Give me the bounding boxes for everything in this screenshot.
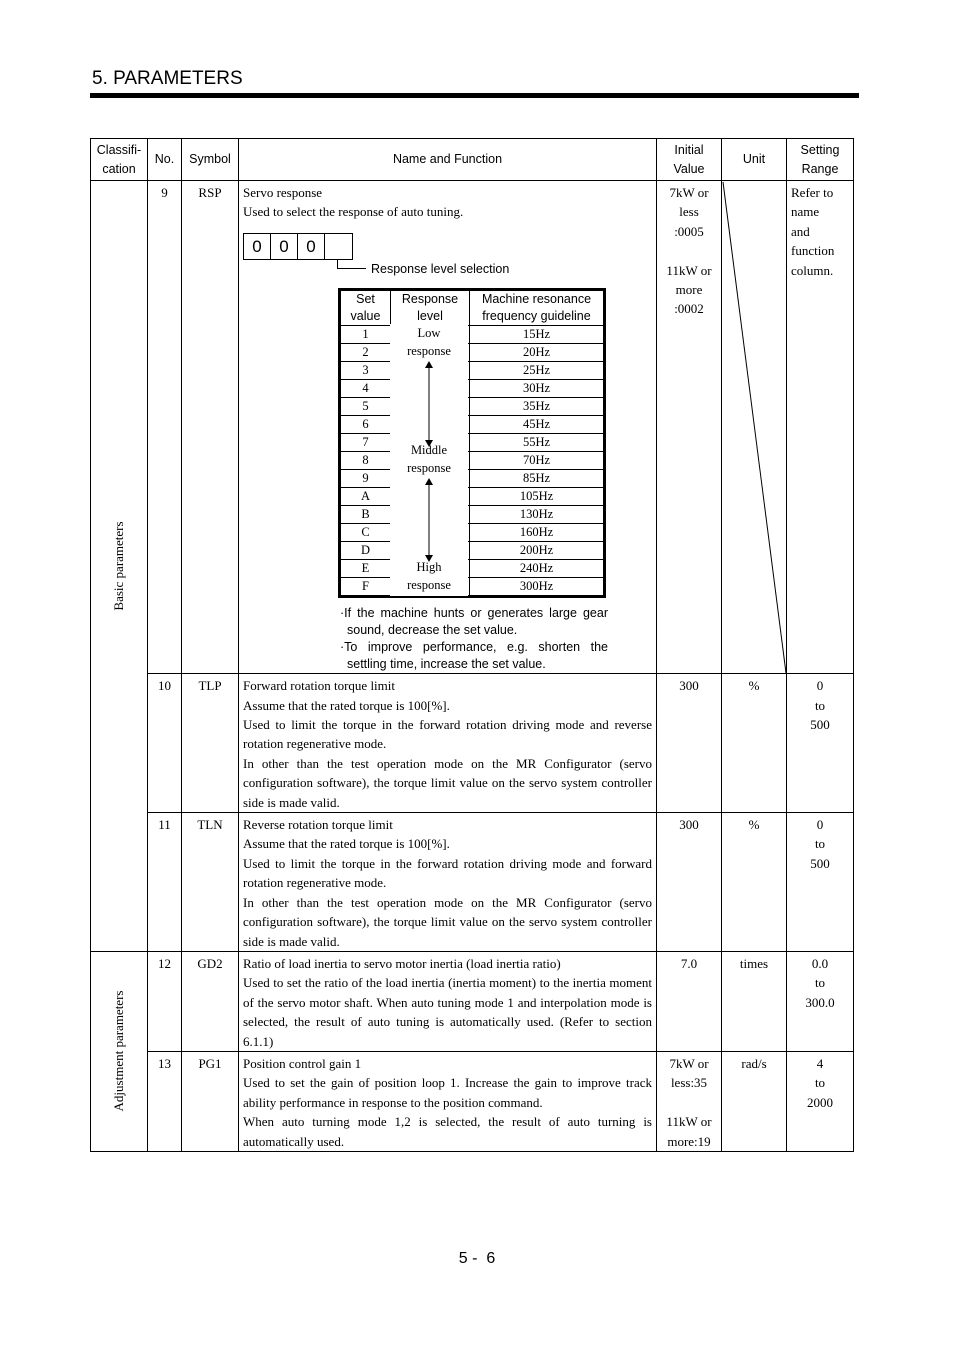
frequency-guideline: 35Hz (470, 397, 604, 415)
response-table-row (341, 343, 604, 361)
response-table-row (341, 415, 604, 433)
param-desc-line: When auto turning mode 1,2 is selected, the result of auto turning is automatically used. (243, 1114, 652, 1149)
response-table-row (341, 361, 604, 379)
digit-cell: 0 (298, 234, 325, 259)
set-value: 1 (341, 325, 391, 343)
setting-range: Refer to name and function column. (787, 181, 854, 674)
set-value: F (341, 577, 391, 595)
col-header-setting-range: Setting Range (787, 139, 854, 181)
param-desc-line: Used to select the response of auto tuning. (243, 204, 464, 220)
param-symbol: TLP (182, 674, 239, 813)
col-header-unit: Unit (722, 139, 787, 181)
param-symbol: PG1 (182, 1051, 239, 1151)
response-table-row (341, 487, 604, 505)
table-row-rsp (91, 181, 854, 674)
param-name: Forward rotation torque limit (243, 678, 396, 694)
digit-cell: 0 (244, 234, 271, 259)
set-value: 9 (341, 469, 391, 487)
arrow-low-middle (423, 361, 435, 447)
unit: % (722, 674, 787, 813)
selection-label: Response level selection (371, 261, 510, 276)
param-symbol: TLN (182, 813, 239, 952)
response-table-row (341, 379, 604, 397)
level-middle: Middle response (407, 442, 451, 475)
param-no: 13 (148, 1051, 182, 1151)
basic-parameters-label: Basic parameters (111, 521, 126, 611)
set-value: 7 (341, 433, 391, 451)
digit-box (243, 233, 353, 260)
param-function (239, 951, 657, 1051)
page-number: 5 - 6 (458, 1250, 496, 1267)
frequency-guideline: 85Hz (470, 469, 604, 487)
response-table-wrap (338, 288, 652, 673)
param-symbol: GD2 (182, 951, 239, 1051)
initial-value: 7kW or less :0005 11kW or more :0002 (657, 181, 722, 674)
param-name: Reverse rotation torque limit (243, 817, 393, 833)
param-name: Servo response (243, 185, 323, 200)
table-row-tln (91, 813, 854, 952)
response-table-row (341, 577, 604, 595)
param-desc-line: In other than the test operation mode on the MR Configurator (servo configuration software), the torque limit value on the servo system controller side is made valid. (243, 755, 652, 810)
frequency-guideline: 200Hz (470, 541, 604, 559)
param-desc-line: Used to limit the torque in the forward rotation driving mode and forward rotation regenerative mode. (243, 855, 652, 891)
sub-header-frequency: Machine resonance frequency guideline (470, 290, 604, 325)
set-value: 6 (341, 415, 391, 433)
frequency-guideline: 30Hz (470, 379, 604, 397)
setting-range: 0 to 500 (787, 674, 854, 813)
setting-range: 0.0 to 300.0 (787, 951, 854, 1051)
param-no: 11 (148, 813, 182, 952)
frequency-guideline: 300Hz (470, 577, 604, 595)
initial-value: 7.0 (657, 951, 722, 1051)
param-desc-line: Assume that the rated torque is 100[%]. (243, 697, 450, 713)
arrow-middle-high (423, 478, 435, 562)
param-function (239, 1051, 657, 1151)
initial-value: 7kW or less:35 11kW or more:19 (657, 1051, 722, 1151)
diagonal-slash (722, 181, 787, 674)
set-value: A (341, 487, 391, 505)
response-table-row (341, 541, 604, 559)
param-desc-line: Used to set the gain of position loop 1. Increase the gain to improve track ability performance in response to the position command. (243, 1075, 652, 1110)
frequency-guideline: 20Hz (470, 343, 604, 361)
response-table-header (341, 290, 604, 325)
table-row-gd2 (91, 951, 854, 1051)
param-desc-line: Used to set the ratio of the load inertia (inertia moment) to the inertia moment of the servo motor shaft. When auto tuning mode 1 and interpolation mode is selected, the result of auto tuning is automatically used. (Refer to section 6.1.1) (243, 975, 652, 1049)
sub-header-response-level: Response level (391, 290, 470, 325)
frequency-guideline: 130Hz (470, 505, 604, 523)
response-table-row (341, 397, 604, 415)
col-header-classification: Classifi- cation (91, 139, 148, 181)
digit-cell (325, 234, 352, 259)
frequency-guideline: 105Hz (470, 487, 604, 505)
param-desc-line: Used to limit the torque in the forward rotation driving mode and reverse rotation regenerative mode. (243, 717, 652, 752)
response-table-row (341, 559, 604, 577)
set-value: 8 (341, 451, 391, 469)
param-desc-line: In other than the test operation mode on the MR Configurator (servo configuration software), the torque limit value on the servo system controller side is made valid. (243, 894, 652, 949)
initial-value: 300 (657, 674, 722, 813)
param-name: Ratio of load inertia to servo motor inertia (load inertia ratio) (243, 955, 561, 971)
setting-range: 4 to 2000 (787, 1051, 854, 1151)
adjustment-parameters-label: Adjustment parameters (111, 990, 126, 1112)
table-row-tlp (91, 674, 854, 813)
setting-range: 0 to 500 (787, 813, 854, 952)
initial-value: 300 (657, 813, 722, 952)
sub-header-set-value: Set value (341, 290, 391, 325)
param-no: 10 (148, 674, 182, 813)
col-header-name-function: Name and Function (239, 139, 657, 181)
frequency-guideline: 70Hz (470, 451, 604, 469)
digit-cell: 0 (271, 234, 298, 259)
col-header-initial-value: Initial Value (657, 139, 722, 181)
param-desc-line: Assume that the rated torque is 100[%]. (243, 836, 450, 852)
rsp-notes (338, 605, 608, 673)
frequency-guideline: 45Hz (470, 415, 604, 433)
set-value: 5 (341, 397, 391, 415)
unit: % (722, 813, 787, 952)
frequency-guideline: 55Hz (470, 433, 604, 451)
param-name: Position control gain 1 (243, 1055, 362, 1071)
param-symbol: RSP (182, 181, 239, 674)
frequency-guideline: 240Hz (470, 559, 604, 577)
param-no: 9 (148, 181, 182, 674)
response-table-row (341, 325, 604, 343)
note-item: ·If the machine hunts or generates large gear sound, decrease the set value. (340, 606, 608, 638)
param-function (239, 181, 657, 674)
col-header-no: No. (148, 139, 182, 181)
callout-line (337, 260, 338, 268)
group-label-basic (91, 181, 148, 952)
note-item: ·To improve performance, e.g. shorten the settling time, increase the set value. (340, 640, 608, 672)
set-value: D (341, 541, 391, 559)
set-value: B (341, 505, 391, 523)
unit-cell-empty (722, 181, 787, 674)
group-label-adjustment (91, 951, 148, 1151)
table-header-row (91, 139, 854, 181)
frequency-guideline: 25Hz (470, 361, 604, 379)
unit: rad/s (722, 1051, 787, 1151)
response-table-row (341, 433, 604, 451)
param-no: 12 (148, 951, 182, 1051)
set-value: 4 (341, 379, 391, 397)
response-table-row (341, 469, 604, 487)
response-level-column (390, 324, 468, 596)
response-table-row (341, 451, 604, 469)
response-table-row (341, 505, 604, 523)
set-value: 2 (341, 343, 391, 361)
set-value: E (341, 559, 391, 577)
response-level-table (338, 288, 606, 598)
set-value: C (341, 523, 391, 541)
page-title: 5. PARAMETERS (92, 68, 243, 89)
param-function (239, 674, 657, 813)
response-table-row (341, 523, 604, 541)
table-row-pg1 (91, 1051, 854, 1151)
frequency-guideline: 15Hz (470, 325, 604, 343)
frequency-guideline: 160Hz (470, 523, 604, 541)
col-header-symbol: Symbol (182, 139, 239, 181)
param-function (239, 813, 657, 952)
unit: times (722, 951, 787, 1051)
callout-line (337, 268, 366, 269)
level-low: Low response (407, 325, 451, 358)
parameter-table (90, 138, 854, 1152)
level-high: High response (407, 559, 451, 592)
header-rule (90, 93, 859, 98)
selection-callout (243, 260, 652, 288)
set-value: 3 (341, 361, 391, 379)
